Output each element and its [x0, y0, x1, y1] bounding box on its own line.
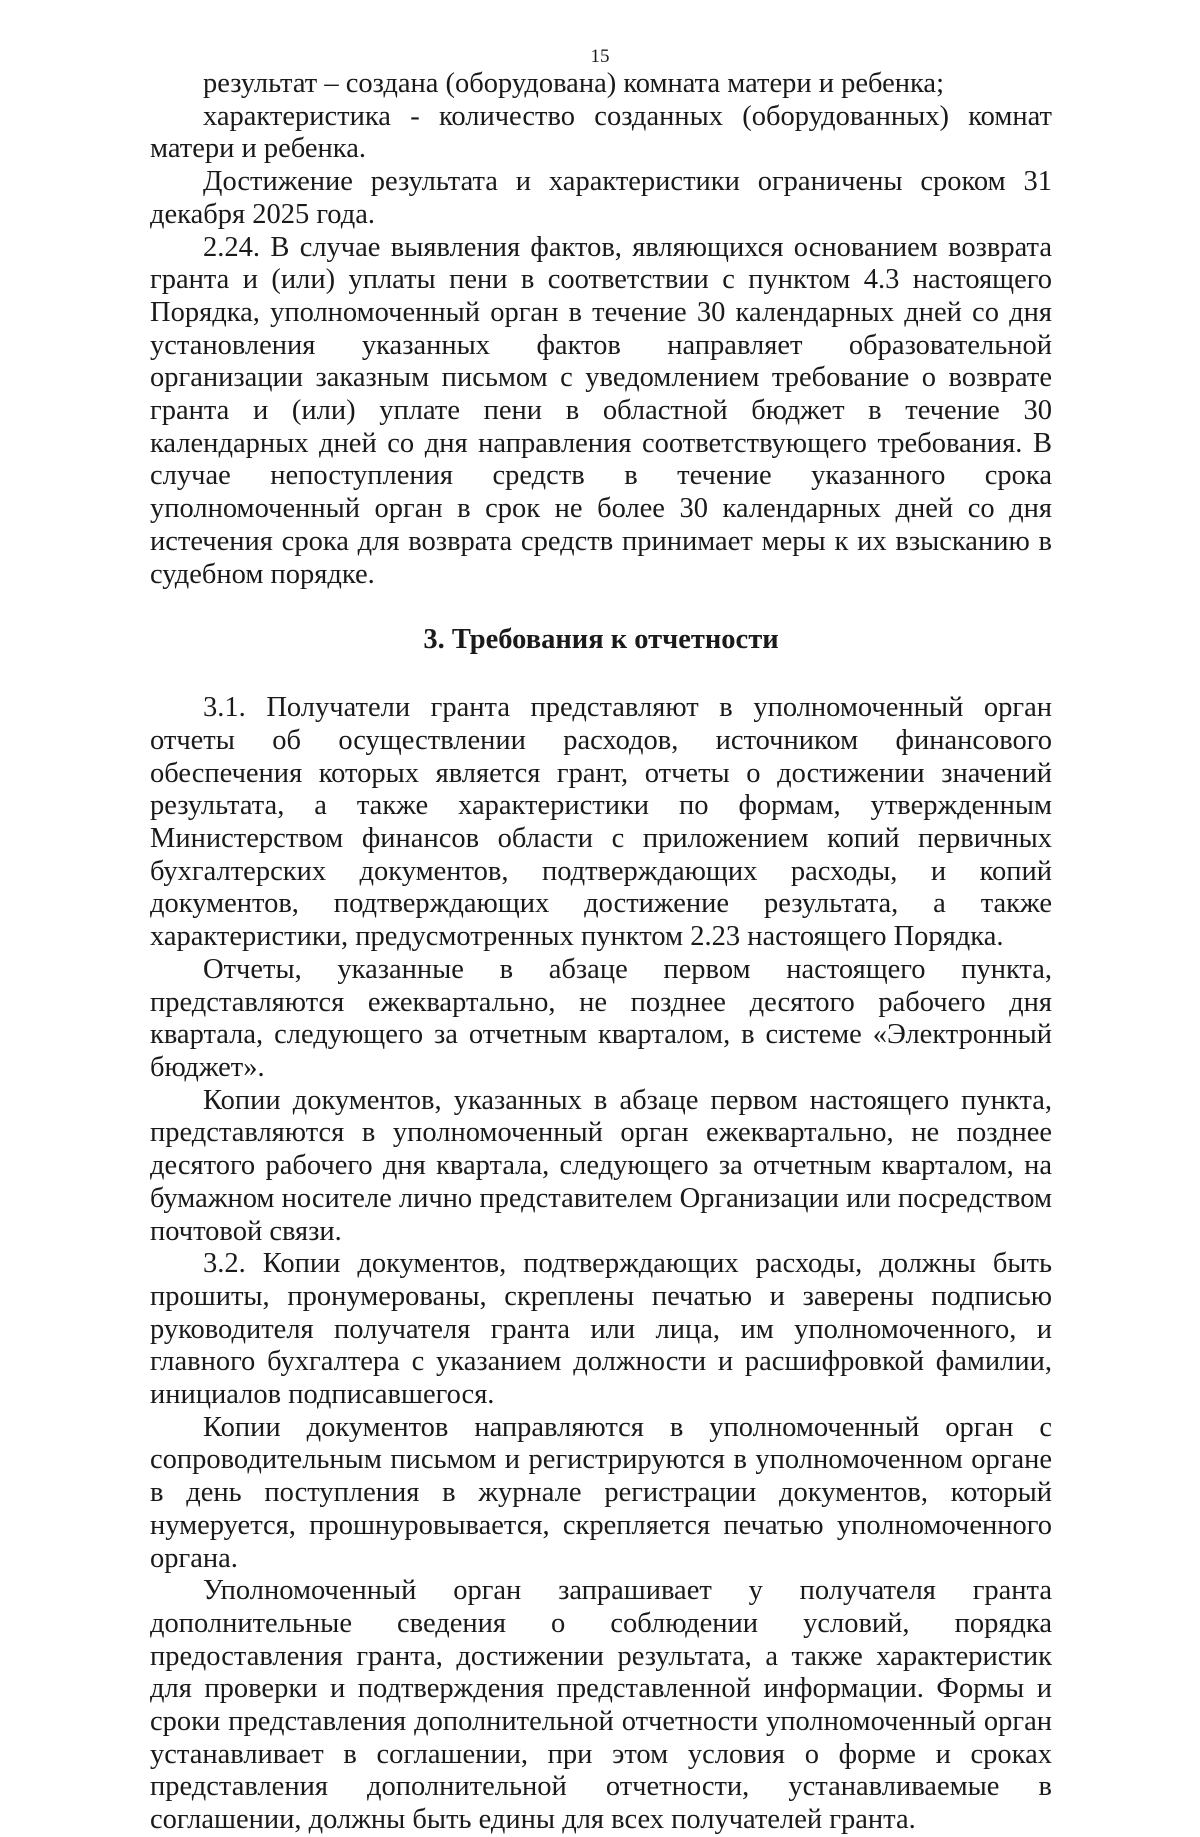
paragraph-clause-2-24: 2.24. В случае выявления фактов, являющихся основанием возврата гранта и (или) уплаты пени в соответствии с пунктом 4.3 настоящего Порядка, уполномоченный орган в течение 30 календарных дней со дня установления указанных фактов направляет образовательной организации заказным письмом с уведомлением требование о возврате гранта и (или) уплате пени в областной бюджет в течение 30 календарных дней со дня направления соответствующего требования. В случае непоступления средств в течение указанного срока уполномоченный орган в срок не более 30 календарных дней со дня истечения срока для возврата средств принимает меры к их взысканию в судебном порядке.	[150, 231, 1052, 590]
paragraph-characteristic: характеристика - количество созданных (оборудованных) комнат матери и ребенка.	[150, 100, 1052, 165]
paragraph-deadline: Достижение результата и характеристики ограничены сроком 31 декабря 2025 года.	[150, 166, 1052, 230]
page-number: 15	[590, 46, 610, 67]
document-body	[150, 68, 1052, 1837]
paragraph-result: результат – создана (оборудована) комната матери и ребенка;	[203, 68, 944, 99]
paragraph-reports-quarterly: Отчеты, указанные в абзаце первом настоящего пункта, представляются ежеквартально, не позднее десятого рабочего дня квартала, следующего за отчетным кварталом, в системе «Электронный бюджет».	[150, 953, 1052, 1083]
section-heading: 3. Требования к отчетности	[423, 624, 779, 656]
paragraph-additional-info: Уполномоченный орган запрашивает у получателя гранта дополнительные сведения о соблюдении условий, порядка предоставления гранта, достижении результата, а также характеристик для проверки и подтверждения представленной информации. Формы и сроки представления дополнительной отчетности уполномоченный орган устанавливает в соглашении, при этом условия о форме и сроках представления дополнительной отчетности, устанавливаемые в соглашении, должны быть едины для всех получателей гранта.	[150, 1575, 1052, 1836]
paragraph-registration: Копии документов направляются в уполномоченный орган с сопроводительным письмом и регистрируются в уполномоченном органе в день поступления в журнале регистрации документов, который нумеруется, прошнуровывается, скрепляется печатью уполномоченного органа.	[150, 1411, 1052, 1574]
paragraph-clause-3-1: 3.1. Получатели гранта представляют в уполномоченный орган отчеты об осуществлении расходов, источником финансового обеспечения которых является грант, отчеты о достижении значений результата, а также характеристики по формам, утвержденным Министерством финансов области с приложением копий первичных бухгалтерских документов, подтверждающих расходы, и копий документов, подтверждающих достижение результата, а также характеристики, предусмотренных пунктом 2.23 настоящего Порядка.	[150, 692, 1052, 953]
paragraph-document-copies: Копии документов, указанных в абзаце первом настоящего пункта, представляются в уполномоченный орган ежеквартально, не позднее десятого рабочего дня квартала, следующего за отчетным кварталом, на бумажном носителе лично представителем Организации или посредством почтовой связи.	[150, 1084, 1052, 1247]
paragraph-clause-3-2: 3.2. Копии документов, подтверждающих расходы, должны быть прошиты, пронумерованы, скреплены печатью и заверены подписью руководителя получателя гранта или лица, им уполномоченного, и главного бухгалтера с указанием должности и расшифровкой фамилии, инициалов подписавшегося.	[150, 1248, 1052, 1411]
